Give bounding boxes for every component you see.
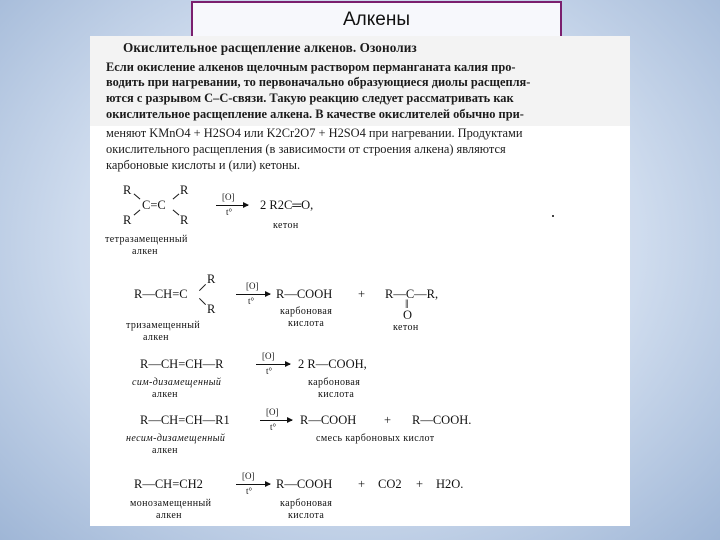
bond xyxy=(173,194,180,200)
product-water: H2O. xyxy=(436,477,464,491)
section-heading: Окислительное расщепление алкенов. Озонолиз xyxy=(123,40,417,55)
scanned-page xyxy=(90,36,630,526)
reaction-arrow xyxy=(216,205,248,206)
alkene-formula: R—CH=C xyxy=(134,287,188,301)
label-carb-1: карбоновая xyxy=(280,498,333,509)
alkene-formula: R—CH=CH2 xyxy=(134,477,203,491)
bond xyxy=(199,284,206,291)
text-line-6: окислительного расщепления (в зависимости от строения алкена) являются xyxy=(106,142,506,156)
oxidant-label: [O] xyxy=(222,192,235,202)
product-ketone: R—C—R, xyxy=(385,287,439,301)
label-sym-1: сим-дизамещенный xyxy=(132,377,222,388)
slide-title-text: Алкены xyxy=(342,9,410,30)
text-line-2: водить при нагревании, то первоначально образующиеся диолы расщепля- xyxy=(106,75,531,89)
reaction-arrow xyxy=(236,484,270,485)
label-asym-1: несим-дизамещенный xyxy=(126,433,226,444)
heat-label: t° xyxy=(248,296,255,306)
reaction-arrow xyxy=(256,364,290,365)
alkene-formula: R—CH=CH—R1 xyxy=(140,413,230,427)
plus: + xyxy=(358,287,366,301)
label-carb-1: карбоновая xyxy=(308,377,361,388)
r-top-left: R xyxy=(123,183,132,197)
label-tri-2: алкен xyxy=(143,332,169,343)
product-acid-2: R—COOH. xyxy=(412,413,472,427)
bond xyxy=(199,298,206,305)
product-acid: R—COOH xyxy=(276,477,333,491)
label-tetra-1: тетразамещенный xyxy=(105,234,188,245)
plus: + xyxy=(416,477,424,491)
label-carb-1: карбоновая xyxy=(280,306,333,317)
r-bottom-right: R xyxy=(180,213,189,227)
slide-title xyxy=(191,1,562,39)
text-line-5: меняют KMnO4 + H2SO4 или K2Cr2O7 + H2SO4 при нагревании. Продуктами xyxy=(106,126,523,140)
label-carb-2: кислота xyxy=(318,389,355,400)
oxidant-label: [O] xyxy=(266,407,279,417)
text-line-3: ются с разрывом С–С-связи. Такую реакцию следует рассматривать как xyxy=(106,91,514,105)
label-mono-2: алкен xyxy=(156,510,182,521)
r-top-right: R xyxy=(180,183,189,197)
r-lower: R xyxy=(207,302,216,316)
label-tri-1: тризамещенный xyxy=(126,320,201,331)
label-carb-2: кислота xyxy=(288,318,325,329)
bond xyxy=(134,210,141,216)
oxidant-label: [O] xyxy=(246,281,259,291)
double-bond-cc: C=C xyxy=(142,198,166,212)
r-bottom-left: R xyxy=(123,213,132,227)
label-ketone: кетон xyxy=(393,322,419,333)
label-tetra-2: алкен xyxy=(132,246,158,257)
oxidant-label: [O] xyxy=(242,471,255,481)
label-sym-2: алкен xyxy=(152,389,178,400)
label-carb-2: кислота xyxy=(288,510,325,521)
label-ketone: кетон xyxy=(273,220,299,231)
reaction-arrow xyxy=(260,420,292,421)
text-line-4: окислительное расщепление алкена. В качестве окислителей обычно при- xyxy=(106,107,524,121)
text-line-7: карбоновые кислоты и (или) кетоны. xyxy=(106,158,301,172)
label-asym-2: алкен xyxy=(152,445,178,456)
heat-label: t° xyxy=(270,422,277,432)
oxidant-label: [O] xyxy=(262,351,275,361)
product-acid-1: R—COOH xyxy=(300,413,357,427)
heat-label: t° xyxy=(246,486,253,496)
product-co2: CO2 xyxy=(378,477,402,491)
product-acid: 2 R—COOH, xyxy=(298,357,367,371)
heat-label: t° xyxy=(226,207,233,217)
bond xyxy=(173,210,180,216)
product-acid: R—COOH xyxy=(276,287,333,301)
label-mono-1: монозамещенный xyxy=(130,498,212,509)
label-mix: смесь карбоновых кислот xyxy=(316,433,435,444)
carbonyl-oxygen: O xyxy=(403,308,413,322)
product-ketone-formula: 2 R2C═O, xyxy=(260,198,314,212)
reaction-arrow xyxy=(236,294,270,295)
plus: + xyxy=(358,477,366,491)
text-line-1: Если окисление алкенов щелочным раствором перманганата калия про- xyxy=(106,60,516,74)
heat-label: t° xyxy=(266,366,273,376)
plus: + xyxy=(384,413,392,427)
bond xyxy=(134,194,141,200)
alkene-formula: R—CH=CH—R xyxy=(140,357,224,371)
r-upper: R xyxy=(207,272,216,286)
speck xyxy=(552,215,554,217)
carbonyl-bond: ‖ xyxy=(405,297,409,311)
